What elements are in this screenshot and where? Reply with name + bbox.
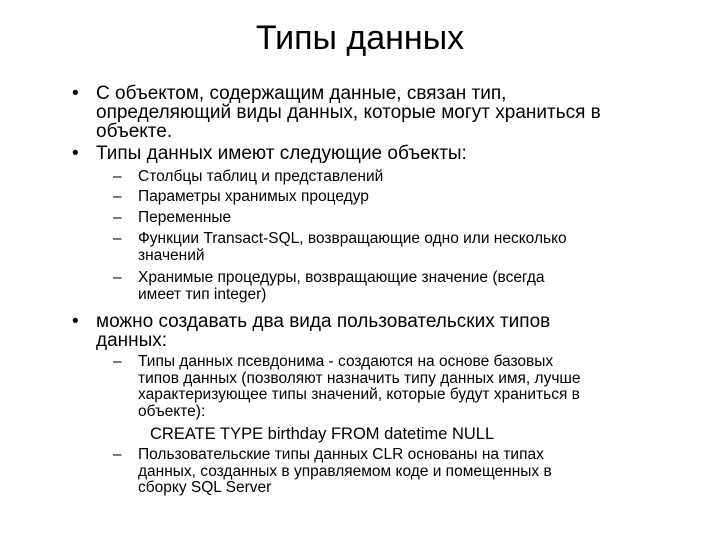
- sub-item: [113, 168, 668, 186]
- dash-icon: –: [113, 446, 122, 463]
- dash-icon: –: [113, 353, 122, 370]
- bullet-text-line: Типы данных имеют следующие объекты:: [96, 143, 467, 164]
- bullet-text-line: объекте.: [96, 121, 173, 142]
- sub-item-text: Функции Transact-SQL, возвращающие одно или несколько: [138, 230, 567, 247]
- sub-item-text: Пользовательские типы данных CLR основаны на типах: [138, 446, 544, 463]
- bullet-item-2: [72, 143, 666, 164]
- sub-item-text: Переменные: [138, 209, 232, 226]
- sub-item-text: значений: [138, 246, 205, 264]
- bullet-text-line: данных:: [96, 330, 168, 351]
- dash-icon: –: [113, 168, 122, 185]
- dash-icon: –: [113, 269, 122, 286]
- sub-item: [113, 230, 668, 264]
- bullet-text-line: можно создавать два вида пользовательских типов: [96, 311, 551, 332]
- sub-item-text: Хранимые процедуры, возвращающие значение (всегда: [138, 269, 545, 286]
- bullet-icon: •: [72, 83, 79, 104]
- bullet-item-3: [72, 311, 666, 351]
- dash-icon: –: [113, 188, 122, 205]
- sub-item: [113, 446, 668, 497]
- bullet-item-1: [72, 83, 666, 142]
- dash-icon: –: [113, 230, 122, 247]
- slide-title: Типы данных: [255, 19, 465, 57]
- bullet-icon: •: [72, 143, 79, 164]
- sub-item-text: характеризующее типы значений, которые будут храниться в: [138, 386, 580, 403]
- sub-item-text: Столбцы таблиц и представлений: [138, 168, 384, 185]
- sub-item-text: имеет тип integer): [138, 285, 267, 303]
- sub-item-text: Типы данных псевдонима - создаются на основе базовых: [138, 353, 554, 370]
- dash-icon: –: [113, 209, 122, 226]
- sub-item: [113, 353, 668, 420]
- sub-item-text: данных, созданных в управляемом коде и помещенных в: [138, 462, 552, 480]
- bullet-text-line: определяющий виды данных, которые могут храниться в: [96, 102, 601, 123]
- sub-item-text: Параметры хранимых процедур: [138, 188, 369, 205]
- sub-item-text: типов данных (позволяют назначить типу данных имя, лучше: [138, 369, 581, 387]
- bullet-icon: •: [72, 311, 79, 332]
- sub-item: [113, 269, 668, 303]
- sub-item: [113, 209, 668, 227]
- code-example: CREATE TYPE birthday FROM datetime NULL: [150, 425, 495, 443]
- bullet-text-line: С объектом, содержащим данные, связан тип,: [96, 83, 507, 104]
- sub-item: [113, 188, 668, 206]
- sub-item-text: сборку SQL Server: [138, 479, 272, 496]
- sub-item-text: объекте):: [138, 402, 206, 420]
